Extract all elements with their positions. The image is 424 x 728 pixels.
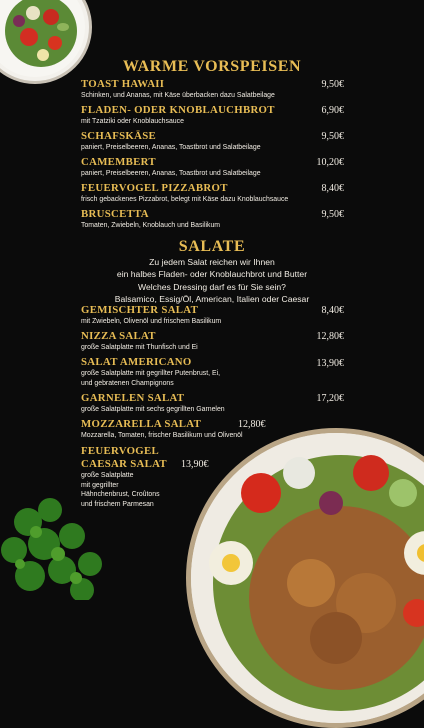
menu-item	[81, 156, 261, 179]
section-title-salate: SALATE	[178, 238, 246, 255]
item-price: 8,40€	[321, 183, 344, 194]
item-description: frisch gebackenes Pizzabrot, belegt mit Käse dazu Knoblauchsauce	[81, 196, 289, 203]
menu-item	[81, 208, 220, 231]
item-name: NIZZA SALAT	[81, 330, 156, 342]
section-title-warme-vorspeisen: WARME VORSPEISEN	[122, 58, 302, 75]
menu-item	[81, 356, 220, 388]
item-description: mit Tzatziki oder Knoblauchsauce	[81, 118, 184, 125]
item-name: GARNELEN SALAT	[81, 392, 185, 404]
salad-photo-bottom	[186, 428, 424, 728]
item-name: FEUERVOGEL	[81, 445, 159, 457]
item-name: TOAST HAWAII	[81, 78, 165, 90]
parsley-photo	[0, 492, 110, 600]
item-description: Mozzarella, Tomaten, frischer Basilikum und Olivenöl	[81, 432, 243, 439]
item-description: große Salatplatte	[81, 472, 134, 479]
menu-item	[81, 104, 275, 127]
item-price: 10,20€	[316, 157, 344, 168]
item-description: große Salatplatte mit Thunfisch und Ei	[81, 344, 198, 351]
item-price: 9,50€	[321, 131, 344, 142]
item-name: SCHAFSKÄSE	[81, 130, 156, 142]
intro-line: Balsamico, Essig/Öl, American, Italien oder Caesar	[114, 294, 310, 305]
item-description: große Salatplatte mit gegrillter Putenbrust, Ei,	[81, 370, 221, 377]
menu-item	[81, 130, 261, 153]
item-name: CAMEMBERT	[81, 156, 156, 168]
item-description: Hähnchenbrust, Croûtons	[81, 491, 160, 499]
intro-line: Welches Dressing darf es für Sie sein?	[138, 281, 286, 292]
item-price: 9,50€	[321, 79, 344, 90]
item-price: 8,40€	[321, 305, 344, 316]
item-description: und gebratenen Champignons	[81, 379, 174, 387]
item-price: 13,90€	[181, 459, 209, 470]
item-price: 17,20€	[316, 393, 344, 404]
salate-intro	[70, 256, 354, 306]
intro-line: ein halbes Fladen- oder Knoblauchbrot und Butter	[116, 269, 308, 280]
item-description: paniert, Preiselbeeren, Ananas, Toastbrot und Salatbeilage	[81, 170, 261, 177]
item-description: große Salatplatte mit sechs gegrillten Garnelen	[81, 406, 225, 413]
item-name: SALAT AMERICANO	[81, 356, 192, 368]
item-description: Schinken, und Ananas, mit Käse überbacken dazu Salatbeilage	[81, 92, 275, 99]
item-name: CAESAR SALAT	[81, 458, 167, 470]
item-price: 6,90€	[321, 105, 344, 116]
item-name: FLADEN- ODER KNOBLAUCHBROT	[81, 104, 275, 116]
item-description: mit Zwiebeln, Olivenöl und frischem Basilikum	[81, 318, 222, 325]
menu-item	[81, 392, 225, 415]
item-description: mit gegrillter	[81, 481, 119, 489]
menu-item	[81, 418, 243, 441]
item-description: paniert, Preiselbeeren, Ananas, Toastbrot und Salatbeilage	[81, 144, 261, 151]
item-name: BRUSCETTA	[81, 208, 149, 220]
intro-line: Zu jedem Salat reichen wir Ihnen	[149, 257, 275, 267]
item-name: FEUERVOGEL PIZZABROT	[81, 182, 228, 194]
menu-item	[81, 78, 275, 101]
item-description: Tomaten, Zwiebeln, Knoblauch und Basilikum	[81, 222, 221, 229]
menu-item	[81, 330, 198, 353]
item-price: 12,80€	[238, 419, 266, 430]
item-description: und frischem Parmesan	[81, 500, 154, 508]
item-price: 9,50€	[321, 209, 344, 220]
menu-item	[81, 304, 221, 327]
item-price: 12,80€	[316, 331, 344, 342]
item-name: MOZZARELLA SALAT	[81, 418, 202, 430]
item-name: GEMISCHTER SALAT	[81, 304, 199, 316]
item-price: 13,90€	[316, 358, 344, 369]
menu-item	[81, 182, 288, 205]
